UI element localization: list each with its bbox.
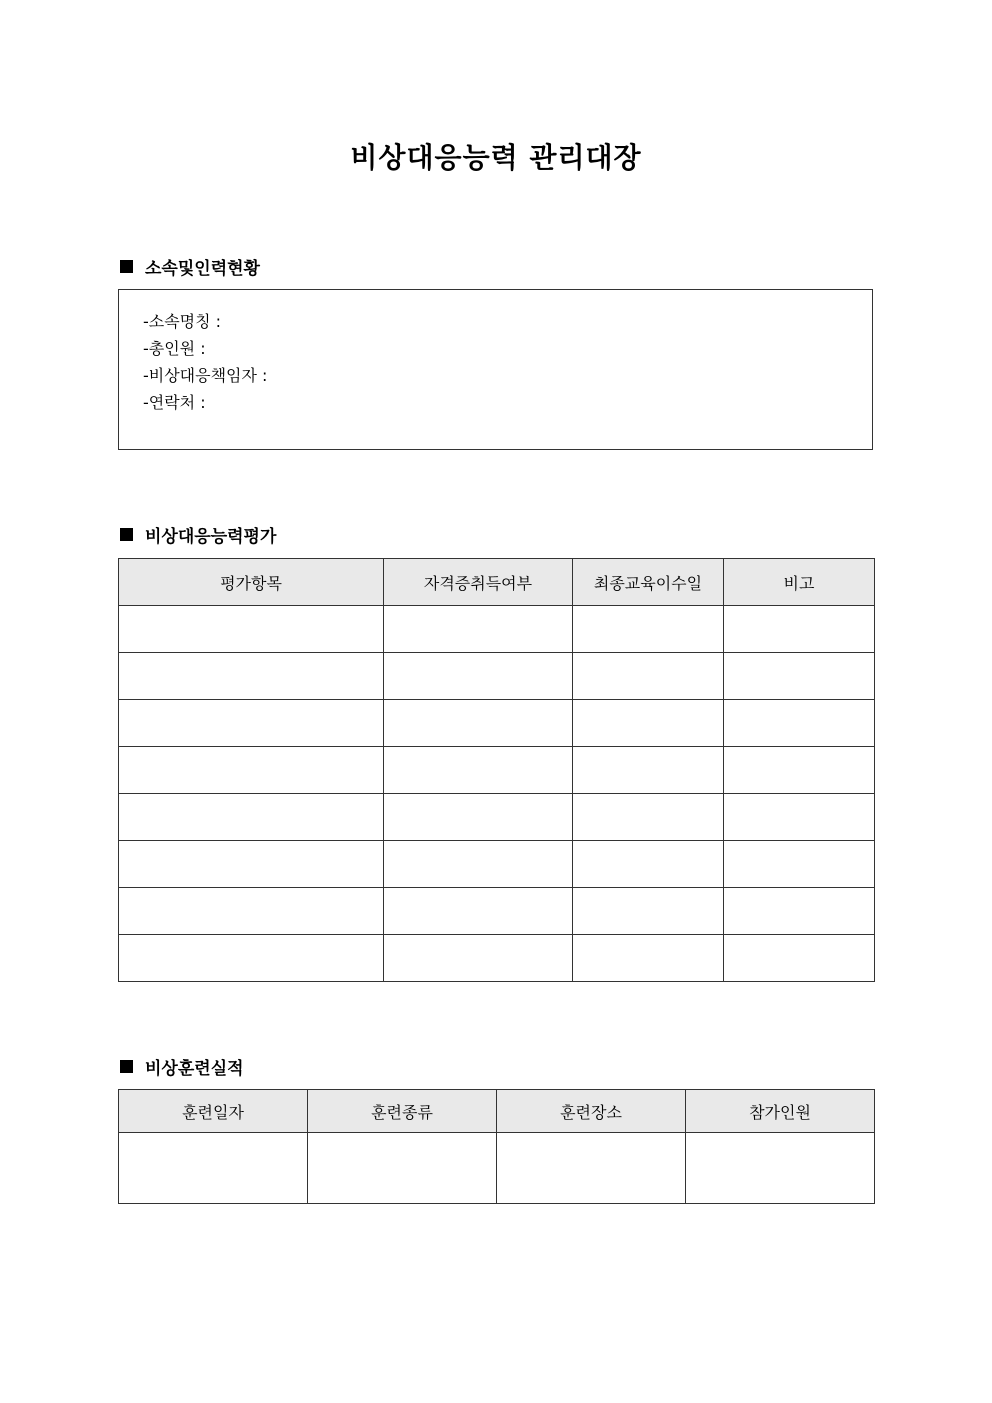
table-cell[interactable] — [119, 606, 384, 653]
affiliation-info-box — [118, 289, 873, 450]
table-cell[interactable] — [119, 700, 384, 747]
table-cell[interactable] — [573, 747, 724, 794]
section-heading-evaluation — [120, 522, 276, 547]
header-certificate: 자격증취득여부 — [384, 559, 573, 606]
table-cell[interactable] — [573, 935, 724, 982]
header-drill-date: 훈련일자 — [119, 1090, 308, 1133]
table-cell[interactable] — [724, 935, 875, 982]
table-cell[interactable] — [573, 794, 724, 841]
table-cell[interactable] — [119, 653, 384, 700]
header-participants: 참가인원 — [686, 1090, 875, 1133]
total-staff-line: -총인원 : — [143, 339, 206, 358]
header-last-training: 최종교육이수일 — [573, 559, 724, 606]
table-cell[interactable] — [384, 606, 573, 653]
table-cell[interactable] — [384, 841, 573, 888]
header-drill-type: 훈련종류 — [308, 1090, 497, 1133]
table-cell[interactable] — [497, 1133, 686, 1204]
table-cell[interactable] — [724, 700, 875, 747]
section-heading-label: 비상대응능력평가 — [145, 527, 277, 547]
table-cell[interactable] — [384, 653, 573, 700]
table-cell[interactable] — [119, 888, 384, 935]
table-cell[interactable] — [724, 888, 875, 935]
page-title: 비상대응능력 관리대장 — [350, 141, 642, 174]
table-cell[interactable] — [119, 794, 384, 841]
table-row — [119, 653, 875, 700]
table-row — [119, 1133, 875, 1204]
table-cell[interactable] — [724, 794, 875, 841]
table-cell[interactable] — [384, 888, 573, 935]
table-cell[interactable] — [724, 841, 875, 888]
table-cell[interactable] — [384, 935, 573, 982]
section-heading-affiliation — [120, 254, 260, 279]
header-eval-item: 평가항목 — [119, 559, 384, 606]
evaluation-table — [118, 558, 875, 982]
table-row — [119, 935, 875, 982]
square-bullet-icon — [120, 260, 133, 273]
table-row — [119, 700, 875, 747]
table-cell[interactable] — [724, 606, 875, 653]
table-cell[interactable] — [119, 1133, 308, 1204]
header-remarks: 비고 — [724, 559, 875, 606]
table-cell[interactable] — [686, 1133, 875, 1204]
emergency-manager-line: -비상대응책임자 : — [143, 366, 268, 385]
table-cell[interactable] — [724, 747, 875, 794]
drill-header-row — [119, 1090, 875, 1133]
square-bullet-icon — [120, 528, 133, 541]
affiliation-name-line: -소속명칭 : — [143, 312, 222, 331]
section-heading-label: 비상훈련실적 — [145, 1059, 244, 1079]
square-bullet-icon — [120, 1060, 133, 1073]
table-cell[interactable] — [384, 794, 573, 841]
contact-line: -연락처 : — [143, 393, 206, 412]
header-drill-location: 훈련장소 — [497, 1090, 686, 1133]
table-cell[interactable] — [119, 935, 384, 982]
table-cell[interactable] — [573, 700, 724, 747]
table-cell[interactable] — [573, 888, 724, 935]
table-cell[interactable] — [573, 606, 724, 653]
table-row — [119, 888, 875, 935]
table-cell[interactable] — [573, 841, 724, 888]
table-cell[interactable] — [119, 841, 384, 888]
table-row — [119, 747, 875, 794]
drill-record-table — [118, 1089, 875, 1204]
table-cell[interactable] — [573, 653, 724, 700]
table-cell[interactable] — [384, 747, 573, 794]
table-cell[interactable] — [119, 747, 384, 794]
evaluation-header-row — [119, 559, 875, 606]
section-heading-label: 소속및인력현황 — [145, 259, 260, 279]
table-row — [119, 606, 875, 653]
table-cell[interactable] — [384, 700, 573, 747]
table-row — [119, 841, 875, 888]
section-heading-drill-record — [120, 1054, 244, 1079]
table-row — [119, 794, 875, 841]
table-cell[interactable] — [308, 1133, 497, 1204]
table-cell[interactable] — [724, 653, 875, 700]
